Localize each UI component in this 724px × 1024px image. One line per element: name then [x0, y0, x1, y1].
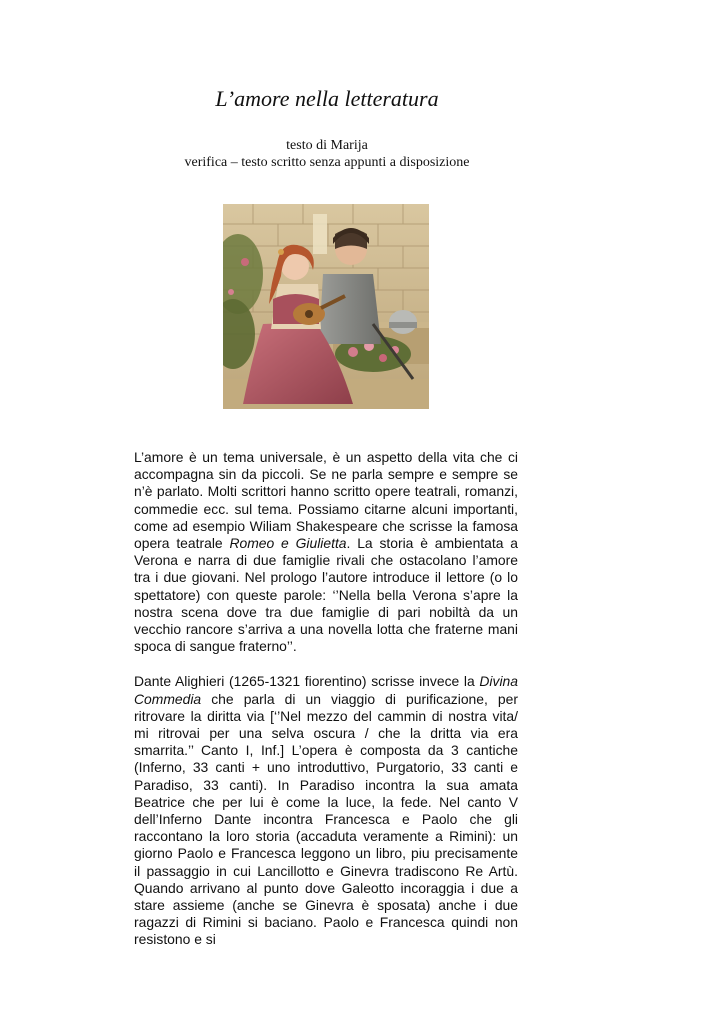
subtitle-block: [0, 137, 654, 171]
paragraph-2: [134, 673, 518, 948]
paragraph-2-text-b: che parla di un viaggio di purificazione, per ritrovare la diritta via [‘’Nel mezzo del cammin di nostra vita/ mi ritrovai per una selva oscura / che la dritta via era smarrita.’’ Canto I, Inf.] L’opera è composta da 3 cantiche (Inferno, 33 canti + uno introduttivo, Purgatorio, 33 canti e Paradiso, 33 canti). In Paradiso incontra la sua amata Beatrice che per lui è come la luce, la fede. Nel canto V dell’Inferno Dante incontra Francesca e Paolo che gli raccontano la loro storia (accaduta veramente a Rimini): un giorno Paolo e Francesca leggono un libro, piu precisamente il passaggio in cui Lancillotto e Ginevra tradiscono Re Artù. Quando arrivano al punto dove Galeotto incoraggia i due a stare assieme (anche se Ginevra è sposata) anche i due ragazzi di Rimini si baciano. Paolo e Francesca quindi non resistono e si: [134, 690, 518, 948]
paragraph-2-work-title: Divina Commedia: [134, 673, 518, 707]
essay-body: [134, 449, 518, 949]
paragraph-2-text-a: Dante Alighieri (1265-1321 fiorentino) scrisse invece la: [134, 673, 480, 690]
author-line: testo di Marija: [286, 138, 368, 153]
document-title: L’amore nella letteratura: [215, 86, 439, 111]
illustration-svg: [223, 204, 429, 409]
paragraph-1-text-b: . La storia è ambientata a Verona e narra di due famiglie rivali che ostacolano l’amore tra i due giovani. Nel prologo l’autore introduce il lettore (o lo spettatore) con queste parole: ‘’Nella bella Verona s’apre la nostra scena dove tra due famiglie di pari nobiltà da un vecchio rancore s’arriva a una novella lotta che fraterne mani spoca di sangue fraterno’’.: [134, 535, 518, 655]
romeo-juliet-illustration: [223, 204, 429, 409]
paragraph-1-work-title: Romeo e Giulietta: [229, 535, 347, 552]
paragraph-1: [134, 449, 518, 655]
paragraph-1-text-a: L’amore è un tema universale, è un aspetto della vita che ci accompagna sin da piccoli. Se ne parla sempre e sempre se n’è parlato. Molti scrittori hanno scritto opere teatrali, romanzi, commedie ecc. sul tema. Possiamo citarne alcuni importanti, come ad esempio Wiliam Shakespeare che scrisse la famosa opera teatrale: [134, 449, 518, 552]
assignment-note: verifica – testo scritto senza appunti a disposizione: [184, 155, 470, 170]
